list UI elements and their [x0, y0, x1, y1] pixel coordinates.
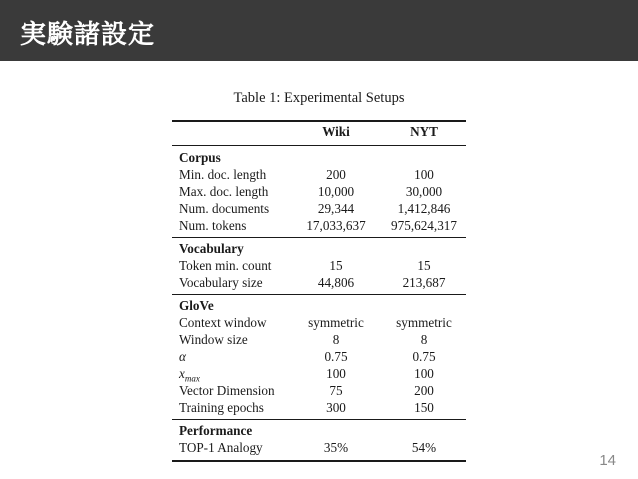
table-row — [172, 218, 466, 235]
section-label: Vocabulary — [179, 241, 244, 256]
cell-nyt: 213,687 — [402, 275, 446, 290]
cell-nyt: 100 — [414, 366, 434, 381]
cell-nyt: 54% — [411, 440, 437, 455]
cell-nyt: 200 — [414, 383, 434, 398]
section-rule — [172, 237, 466, 238]
row-label: Context window — [179, 315, 267, 330]
table-row — [172, 349, 466, 366]
cell-wiki: 100 — [326, 366, 346, 381]
section-rule — [172, 419, 466, 420]
section-rule — [172, 294, 466, 295]
table-row — [172, 258, 466, 275]
section-performance — [172, 423, 466, 440]
cell-nyt: 150 — [414, 400, 434, 415]
cell-nyt: 0.75 — [412, 349, 436, 364]
cell-nyt: 1,412,846 — [397, 201, 451, 216]
row-label: Max. doc. length — [179, 184, 269, 199]
cell-nyt: 30,000 — [405, 184, 443, 199]
cell-wiki: 10,000 — [317, 184, 355, 199]
header-wiki: Wiki — [322, 124, 350, 139]
slide-header — [0, 0, 638, 61]
section-label: GloVe — [179, 298, 214, 313]
cell-nyt: 975,624,317 — [391, 218, 457, 233]
table-row — [172, 315, 466, 332]
cell-wiki: 44,806 — [317, 275, 355, 290]
cell-wiki: 15 — [329, 258, 343, 273]
table-row — [172, 400, 466, 417]
table-caption: Table 1: Experimental Setups — [233, 90, 405, 106]
cell-wiki: symmetric — [308, 315, 364, 330]
row-label: Min. doc. length — [179, 167, 267, 182]
section-vocabulary — [172, 241, 466, 258]
cell-wiki: 8 — [332, 332, 340, 347]
table-row — [172, 440, 466, 457]
table-row — [172, 383, 466, 400]
table-row — [172, 332, 466, 349]
row-label: $x_{max}$ — [179, 366, 200, 384]
row-label: Training epochs — [179, 400, 264, 415]
table-row — [172, 275, 466, 292]
cell-nyt: 100 — [414, 167, 434, 182]
row-label: α — [179, 349, 186, 364]
row-label: TOP-1 Analogy — [179, 440, 263, 455]
table-row — [172, 184, 466, 201]
cell-nyt: 8 — [420, 332, 428, 347]
row-label: Vector Dimension — [179, 383, 275, 398]
header-nyt: NYT — [410, 124, 438, 139]
cell-nyt: symmetric — [396, 315, 452, 330]
cell-wiki: 35% — [323, 440, 349, 455]
row-label: Vocabulary size — [179, 275, 263, 290]
row-label: Token min. count — [179, 258, 272, 273]
cell-nyt: 15 — [417, 258, 431, 273]
section-glove — [172, 298, 466, 315]
table-row — [172, 201, 466, 218]
table-row — [172, 366, 466, 383]
row-label: Num. tokens — [179, 218, 247, 233]
table-top-rule — [172, 120, 466, 122]
row-label: Num. documents — [179, 201, 270, 216]
page-number: 14 — [599, 452, 616, 469]
section-corpus — [172, 150, 466, 167]
section-label: Corpus — [179, 150, 221, 165]
cell-wiki: 17,033,637 — [306, 218, 366, 233]
slide-title: 実験諸設定 — [20, 20, 156, 50]
cell-wiki: 200 — [326, 167, 346, 182]
cell-wiki: 0.75 — [324, 349, 348, 364]
row-label: Window size — [179, 332, 248, 347]
table-row — [172, 167, 466, 184]
cell-wiki: 300 — [326, 400, 346, 415]
cell-wiki: 29,344 — [317, 201, 355, 216]
section-label: Performance — [179, 423, 253, 438]
table-header-row — [172, 124, 466, 141]
cell-wiki: 75 — [329, 383, 343, 398]
table-bottom-rule — [172, 460, 466, 462]
header-rule — [172, 145, 466, 146]
